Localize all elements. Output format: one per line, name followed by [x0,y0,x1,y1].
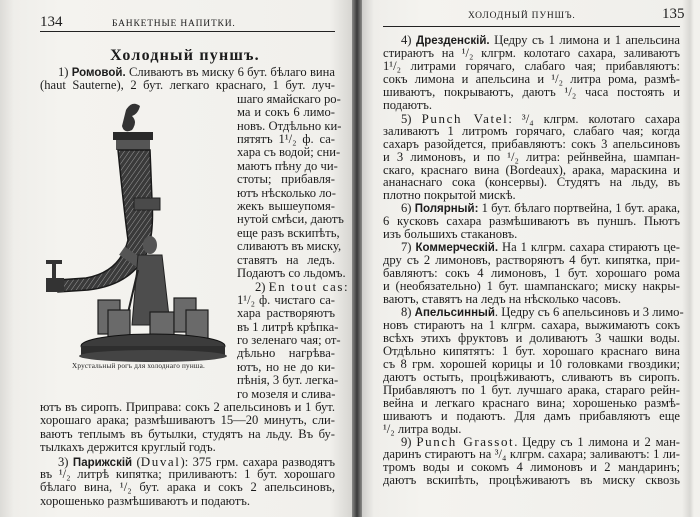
book-gutter [352,0,362,517]
text-line [40,428,335,441]
item-number: 3) [58,454,73,469]
text-line [237,158,338,173]
line-text: 1 бут. бѣлаго портвейна, 1 бут. арака, [478,201,680,216]
page-number: 134 [40,14,63,30]
line-text: го мозеля и слива- [237,386,336,401]
line-text: стоты; прибавля- [237,172,335,187]
line-text: тылкахъ держится круглый годъ. [40,440,216,455]
line-text: Сливаютъ въ миску 6 бут. бѣлаго вина [125,65,335,79]
line-text: 1¹/₂ литрами горячаго, слабаго чая; прибавляютъ: [383,58,680,73]
recipe-name: Punch Vatel [421,110,509,126]
line-text: заливаютъ 1 литромъ горячаго, слабаго чая; когда [383,123,680,138]
line-text: ютъ, но не до ки- [237,359,335,374]
recipe-name: Ромовой. [71,67,126,79]
line-text: ¹/₂ литра воды. [383,421,462,436]
section-title: Холодный пуншъ. [110,47,260,64]
line-text: новъ. Отдѣльно ки- [237,118,342,133]
line-text: ютъ въ сиропъ. Приправа: сокъ 2 апельсиновъ и 1 бут. [40,400,335,414]
line-text: ): 375 грм. сахара разводятъ [180,454,335,469]
text-line [237,333,341,347]
text-line [237,266,346,280]
line-text: . Цедру съ 6 апельсиновъ и 3 лимо- [494,304,684,319]
line-text: хорошаго арака; размѣшиваютъ 15—20 минутъ, сли- [40,413,335,428]
line-text: плотно покрытой мискѣ. [383,188,516,203]
line-text: тромъ воды и сокомъ 4 лимоновъ и 2 мандаринъ; [383,460,680,475]
text-line [237,254,335,267]
line-text: маютъ пѣну до чи- [237,158,338,173]
text-line [237,388,335,401]
line-text: нутой смѣси, даютъ [237,212,344,227]
text-line [237,106,335,119]
text-line [237,319,339,334]
text-line [237,225,340,240]
line-text: подаютъ. [383,97,433,112]
text-line [237,145,341,160]
line-text: ютъ нѣсколько ло- [237,185,336,200]
text-line [40,79,335,92]
header-rule [40,31,335,32]
line-text: въ 1 литрѣ крѣпка- [237,319,339,334]
line-text: даринъ стираютъ на ³/₄ клгрм. сахара; заливаютъ: 1 ли- [383,447,680,462]
line-text: въ ¹/₂ литрѣ кипятка; приливаютъ: 1 бут. хорошаго [40,467,335,481]
line-text: жекъ вышеупомя- [237,199,335,213]
line-text: шаго ямайскаго ро- [237,91,341,106]
text-line [383,474,680,487]
line-text: сокъ лимона и апельсина и ¹/₂ литра рома, размѣ- [383,71,680,86]
line-text: сливаютъ въ миску, [237,239,342,254]
line-text: съ 8 грм. хорошей корицы и 10 головками гвоздики; [383,356,680,371]
line-text: На 1 клгрм. сахара стираютъ це- [498,240,680,255]
item-number: 2) [255,280,269,295]
recipe-name: Апельсинный [414,306,495,319]
line-text: Прибавляютъ по 1 бут. лучшаго арака, стараго рейн- [383,382,680,397]
line-text: (haut Sauterne), 2 бут. легкаго краснаго, 1 бут. луч- [40,78,335,93]
text-line [237,133,335,146]
text-line [237,187,335,200]
recipe-name: En tout cas: [268,279,350,295]
line-text: стираютъ на ¹/₂ клгрм. колотаго сахара, заливаютъ [383,45,680,60]
line-text: ананаснаго сока (консервы). Студятъ на льду, въ [383,175,680,190]
line-text: : ³/₄ клгрм. колотаго сахара [508,111,680,126]
text-line [40,441,335,454]
line-text: новъ стираютъ на 1 клгрм. сахара, выжимаютъ сокъ [383,317,680,332]
text-line [237,361,335,374]
line-text: еще разъ вскипѣть, [237,225,340,240]
item-number: 7) [401,240,416,255]
line-text: дру съ 2 лимоновъ, растворяютъ 4 бут. кипятка, при- [383,253,680,268]
text-line [237,173,335,186]
line-text: даютъ вскипѣть, процѣживаютъ въ миску сквозь [383,473,680,488]
line-text: бавляютъ: сокъ 4 лимоновъ, 1 бут. хорошаго рома [383,266,680,281]
running-head: ХОЛОДНЫЙ ПУНШЪ. [468,11,576,21]
running-head: БАНКЕТНЫЕ НАПИТКИ. [112,19,236,29]
line-text: даютъ остыть, процѣживаютъ, сливаютъ въ сиропъ. [383,369,680,384]
right-page [362,0,700,517]
header-rule [383,26,680,27]
text-line [237,200,335,213]
text-line [237,91,341,106]
line-text: хара съ водой; сни- [237,145,341,160]
text-line [237,307,335,320]
line-text: Подаютъ со льдомъ. [237,266,346,280]
line-text: 6 кусковъ сахара размѣшиваютъ въ пуншъ. Пьютъ [383,214,680,229]
item-number: 9) [401,435,417,450]
figure-caption: Хрустальный рогъ для холоднаго пунша. [72,362,205,370]
line-text: вейна и легкаго краснаго вина; хорошенько размѣ- [383,395,680,410]
text-line [237,239,342,254]
line-text: хара растворяютъ [237,306,335,321]
recipe-name: Коммерческій. [415,242,499,255]
page-number: 135 [662,6,685,22]
text-line [237,118,342,133]
punch-horn-illustration [38,100,238,362]
line-text: го зеленаго чая; от- [237,333,341,347]
line-text: ваютъ, ставятъ на ледъ на нѣсколько часовъ. [383,292,622,306]
line-text: изъ большихъ стакановъ. [383,227,518,242]
text-line [237,347,335,360]
line-text: пятятъ 1¹/₂ ф. са- [237,132,335,146]
line-text: и (необязательно) 1 бут. шампанскаго; миску накры- [383,279,680,294]
line-text: ставятъ на ледъ. [237,252,335,267]
text-line [40,495,335,508]
text-line [40,401,335,414]
line-text: бѣлаго вина, ¹/₂ бут. арака и сокъ 2 апельсиновъ, [40,480,335,495]
recipe-name: Punch Grassot [416,434,515,450]
item-number: 1) [58,65,72,79]
text-line [237,294,335,307]
line-text: шиваютъ и подаютъ. Для дамъ прибавляютъ еще [383,408,680,423]
line-text: дѣльно нагрѣва- [237,346,335,361]
line-text: хорошенько размѣшиваютъ и подаютъ. [40,493,251,508]
line-text: шиваютъ, покрываютъ, даютъ ¹/₂ часа постоять и [383,84,680,99]
recipe-name: Дрезденскій. [416,35,490,47]
line-text: Цедру съ 1 лимона и 1 апельсина [489,33,680,47]
author-name: Duval [140,453,181,469]
recipe-name: Парижскій [72,456,133,469]
line-text: ваютъ теплымъ въ бутылки, студятъ на льду. Въ бу- [40,426,335,441]
line-text: и 3 лимоновъ, и по ¹/₂ литра: рейнвейна, шампан- [383,149,680,164]
text-line [40,481,335,494]
text-line [237,212,344,227]
line-text: . Цедру съ 1 лимона и 2 ман- [514,435,680,450]
text-line [40,468,335,481]
line-text: 1¹/₂ ф. чистаго са- [237,292,335,307]
item-number: 6) [401,201,415,216]
line-text: скаго, краснаго вина (Bordeaux), арака, мараскина и [383,162,680,177]
line-text: Отдѣльно кипятятъ: 1 бут. хорошаго краснаго вина [383,343,680,358]
line-text: ( [132,454,141,469]
text-line [237,373,339,388]
line-text: ма и сокъ 6 лимо- [237,105,335,120]
line-text: пѣнія, 3 бут. легка- [237,373,339,388]
recipe-name: Полярный: [414,203,479,216]
item-number: 5) [401,111,422,126]
text-line [40,414,335,427]
line-text: сахаръ разойдется, прибавляютъ: сокъ 3 апельсиновъ [383,136,680,151]
item-number: 8) [401,304,415,319]
item-number: 4) [401,33,416,47]
line-text: всѣхъ этихъ фруктовъ и доливаютъ 3 чашки воды. [383,330,680,345]
